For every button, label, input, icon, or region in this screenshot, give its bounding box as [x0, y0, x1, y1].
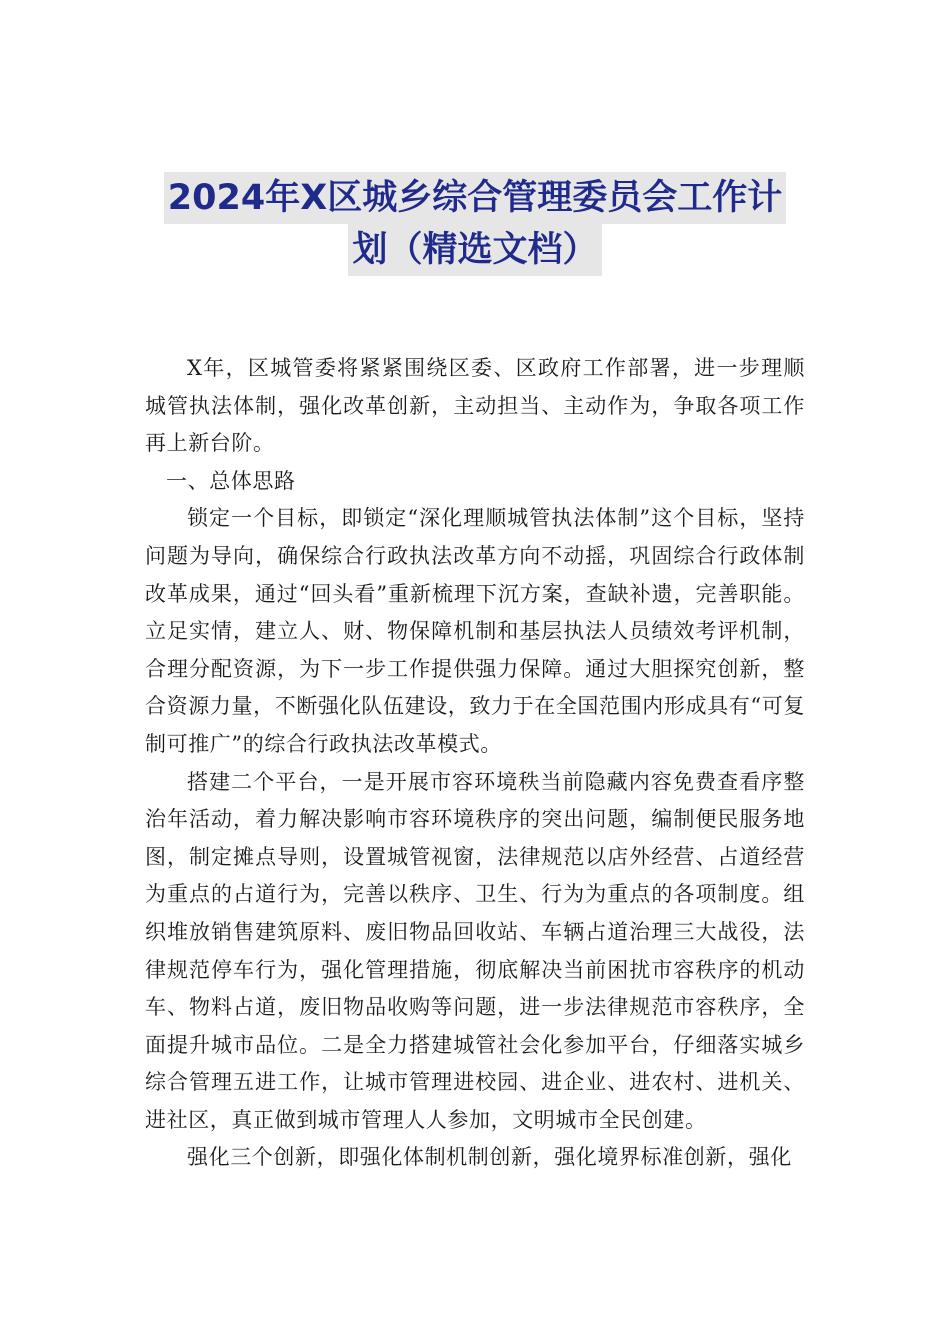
document-body	[145, 350, 805, 1177]
body-paragraph: 强化三个创新，即强化体制机制创新，强化境界标准创新，强化	[187, 1145, 792, 1170]
intro-paragraph: X年，区城管委将紧紧围绕区委、区政府工作部署，进一步理顺城管执法体制，强化改革创新，主动担当、主动作为，争取各项工作再上新台阶。	[145, 356, 805, 456]
body-paragraph: 锁定一个目标，即锁定“深化理顺城管执法体制”这个目标，坚持问题为导向，确保综合行政执法改革方向不动摇，巩固综合行政体制改革成果，通过“回头看”重新梳理下沉方案，查缺补遗，完善职能。立足实情，建立人、财、物保障机制和基层执法人员绩效考评机制，合理分配资源，为下一步工作提供强力保障。通过大胆探究创新，整合资源力量，不断强化队伍建设，致力于在全国范围内形成具有“可复制可推广”的综合行政执法改革模式。	[145, 506, 805, 756]
section-heading: 一、总体思路	[166, 468, 296, 493]
title-line-2: 划（精选文档）	[348, 224, 601, 276]
document-title	[145, 172, 805, 276]
title-line-1: 2024年X区城乡综合管理委员会工作计	[164, 172, 786, 224]
body-paragraph: 搭建二个平台，一是开展市容环境秩当前隐藏内容免费查看序整治年活动，着力解决影响市容环境秩序的突出问题，编制便民服务地图，制定摊点导则，设置城管视窗，法律规范以店外经营、占道经营为重点的占道行为，完善以秩序、卫生、行为为重点的各项制度。组织堆放销售建筑原料、废旧物品回收站、车辆占道治理三大战役，法律规范停车行为，强化管理措施，彻底解决当前困扰市容秩序的机动车、物料占道，废旧物品收购等问题，进一步法律规范市容秩序，全面提升城市品位。二是全力搭建城管社会化参加平台，仔细落实城乡综合管理五进工作，让城市管理进校园、进企业、进农村、进机关、进社区，真正做到城市管理人人参加，文明城市全民创建。	[145, 769, 805, 1132]
